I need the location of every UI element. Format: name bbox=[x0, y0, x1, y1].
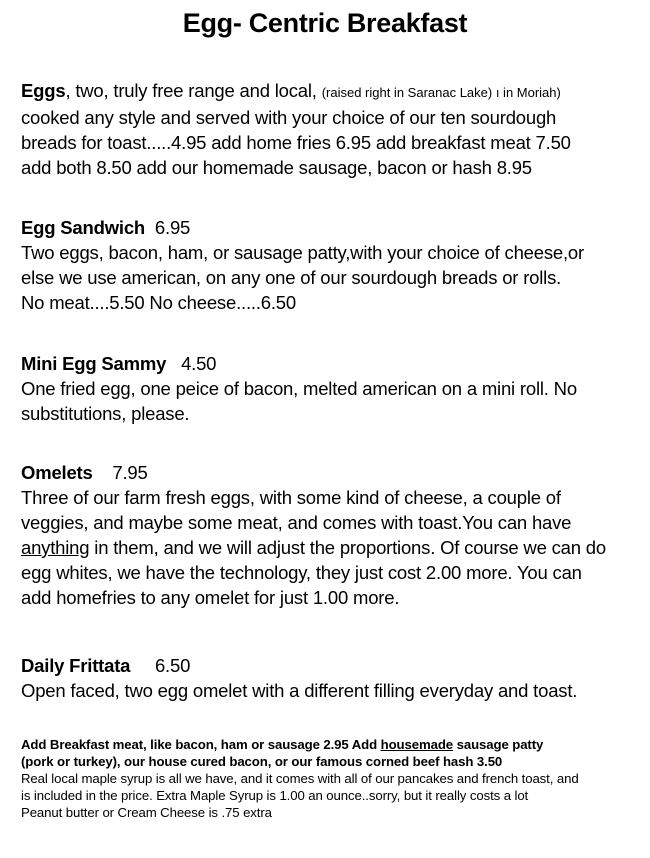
eggs-line-4: add both 8.50 add our homemade sausage, bacon or hash 8.95 bbox=[21, 157, 532, 178]
omelets-line-4: egg whites, we have the technology, they just cost 2.00 more. You can bbox=[21, 562, 582, 583]
egg-sandwich-price: 6.95 bbox=[154, 217, 191, 238]
mini-egg-sammy-line-1: One fried egg, one peice of bacon, melted american on a mini roll. No bbox=[21, 378, 577, 399]
omelets-anything-underlined: anything bbox=[21, 537, 90, 558]
omelets-name: Omelets bbox=[21, 462, 93, 483]
addons-line-2: (pork or turkey), our house cured bacon, or our famous corned beef hash 3.50 bbox=[21, 754, 503, 769]
egg-sandwich-line-3: No meat....5.50 No cheese.....6.50 bbox=[21, 292, 296, 313]
menu-item-omelets bbox=[21, 460, 636, 610]
addons-line-1a: Add Breakfast meat, like bacon, ham or sausage 2.95 Add bbox=[21, 737, 381, 752]
eggs-line-3: breads for toast.....4.95 add home fries 6.95 add breakfast meat 7.50 bbox=[21, 132, 571, 153]
syrup-note-line-2: is included in the price. Extra Maple Syrup is 1.00 an ounce..sorry, but it really costs a lot bbox=[21, 788, 529, 803]
mini-egg-sammy-name: Mini Egg Sammy bbox=[21, 353, 167, 374]
menu-item-mini-egg-sammy bbox=[21, 351, 636, 426]
daily-frittata-line-1: Open faced, two egg omelet with a different filling everyday and toast. bbox=[21, 680, 578, 701]
eggs-line-1 bbox=[21, 78, 636, 105]
eggs-line-2: cooked any style and served with your choice of our ten sourdough bbox=[21, 107, 557, 128]
daily-frittata-header bbox=[21, 653, 636, 678]
daily-frittata-price: 6.50 bbox=[154, 655, 191, 676]
menu-item-eggs bbox=[21, 78, 636, 180]
peanut-butter-note: Peanut butter or Cream Cheese is .75 extra bbox=[21, 805, 272, 820]
egg-sandwich-name: Egg Sandwich bbox=[21, 217, 146, 238]
omelets-header bbox=[21, 460, 636, 485]
eggs-line-1a: , two, truly free range and local, bbox=[65, 80, 322, 101]
add-ons-notes bbox=[21, 736, 641, 821]
mini-egg-sammy-line-2: substitutions, please. bbox=[21, 403, 190, 424]
egg-sandwich-line-2: else we use american, on any one of our sourdough breads or rolls. bbox=[21, 267, 562, 288]
omelets-line-2: veggies, and maybe some meat, and comes with toast.You can have bbox=[21, 512, 572, 533]
omelets-line-3-rest: in them, and we will adjust the proportions. Of course we can do bbox=[89, 537, 606, 558]
egg-sandwich-header bbox=[21, 215, 636, 240]
eggs-name: Eggs bbox=[21, 80, 66, 101]
omelets-line-1: Three of our farm fresh eggs, with some kind of cheese, a couple of bbox=[21, 487, 561, 508]
mini-egg-sammy-price: 4.50 bbox=[181, 353, 217, 374]
daily-frittata-name: Daily Frittata bbox=[21, 655, 131, 676]
menu-item-daily-frittata bbox=[21, 653, 636, 703]
omelets-line-3 bbox=[21, 535, 636, 560]
eggs-origin-note-2: ı in Moriah) bbox=[492, 85, 561, 100]
syrup-note-line-1: Real local maple syrup is all we have, and it comes with all of our pancakes and french toast, and bbox=[21, 771, 579, 786]
egg-sandwich-line-1: Two eggs, bacon, ham, or sausage patty,with your choice of cheese,or bbox=[21, 242, 584, 263]
addons-housemade-underlined: housemade bbox=[380, 737, 454, 752]
addons-line-1 bbox=[21, 736, 641, 753]
mini-egg-sammy-header bbox=[21, 351, 636, 376]
omelets-price: 7.95 bbox=[112, 462, 148, 483]
omelets-line-5: add homefries to any omelet for just 1.00 more. bbox=[21, 587, 400, 608]
menu-title: Egg- Centric Breakfast bbox=[182, 8, 468, 38]
addons-line-1b: sausage patty bbox=[453, 737, 544, 752]
menu-item-egg-sandwich bbox=[21, 215, 636, 315]
eggs-origin-note: (raised right in Saranac Lake) bbox=[321, 85, 493, 100]
